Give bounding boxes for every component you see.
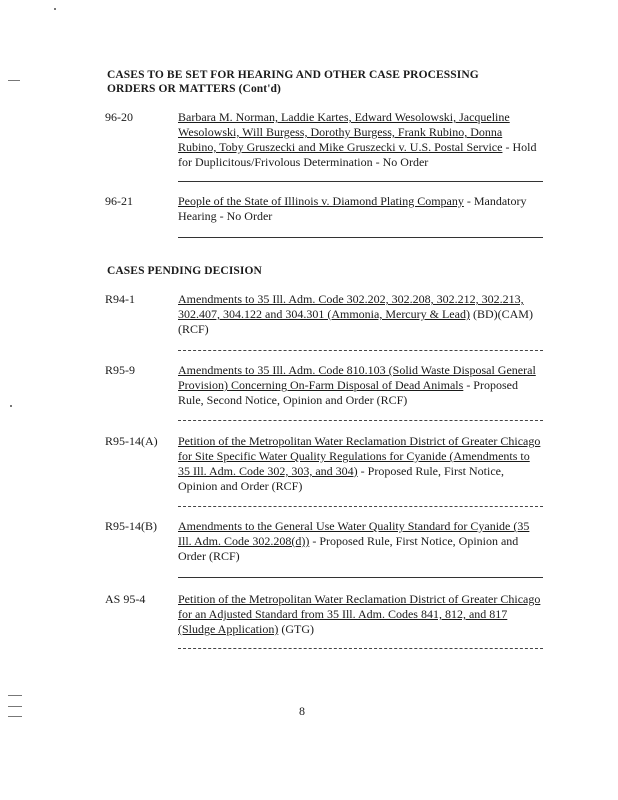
decision-rule [178, 420, 543, 421]
case-title: Petition of the Metropolitan Water Reclamation District of Greater Chicago for an Adjusted Standard from 35 Ill. Adm. Codes 841, 812, and 817 (Sludge Application) [178, 592, 541, 636]
case-status: - Proposed Rule, Second Notice, Opinion and Order (RCF) [178, 378, 518, 407]
case-number: 96-21 [105, 194, 133, 208]
scan-speck [8, 695, 22, 696]
scan-speck [8, 716, 22, 717]
case-number: R95-14(A) [105, 434, 158, 448]
heading-line: CASES TO BE SET FOR HEARING AND OTHER CASE PROCESSING [107, 69, 479, 81]
case-title: People of the State of Illinois v. Diamond Plating Company [178, 194, 464, 208]
decision-rule [178, 577, 543, 578]
decision-rule [178, 237, 543, 238]
case-title: Petition of the Metropolitan Water Reclamation District of Greater Chicago for Site Specific Water Quality Regulations for Cyanide (Amendments to 35 Ill. Adm. Code 302, 303, and 304) [178, 434, 541, 478]
case-title: Barbara M. Norman, Laddie Kartes, Edward Wesolowski, Jacqueline Wesolowski, Will Burgess, Dorothy Burgess, Frank Rubino, Donna Rubino, Toby Gruszecki and Mike Gruszecki v. U.S. Postal Service [178, 110, 510, 154]
decision-rule [178, 648, 543, 649]
scan-speck [10, 405, 12, 407]
section-heading-hearing [107, 68, 527, 96]
page-number: 8 [299, 704, 305, 718]
case-status: - Mandatory Hearing - No Order [178, 194, 527, 223]
decision-rule [178, 506, 543, 507]
case-description [178, 363, 543, 408]
case-description [178, 194, 543, 224]
case-description [178, 110, 543, 170]
section-heading-pending [107, 264, 527, 278]
case-status: (GTG) [278, 622, 314, 636]
case-title: Amendments to 35 Ill. Adm. Code 810.103 (Solid Waste Disposal General Provision) Concerning On-Farm Disposal of Dead Animals [178, 363, 536, 392]
case-description [178, 592, 543, 637]
case-status: - Hold for Duplicitous/Frivolous Determination - No Order [178, 140, 537, 169]
heading-line: CASES PENDING DECISION [107, 265, 262, 277]
case-status: - Proposed Rule, First Notice, Opinion and Order (RCF) [178, 534, 519, 563]
heading-line: ORDERS OR MATTERS (Cont'd) [107, 83, 281, 95]
case-status: - Proposed Rule, First Notice, Opinion and Order (RCF) [178, 464, 504, 493]
case-description [178, 292, 543, 337]
case-description [178, 519, 543, 564]
scan-speck [8, 706, 22, 707]
decision-rule [178, 181, 543, 182]
case-number: R94-1 [105, 292, 135, 306]
case-number: R95-14(B) [105, 519, 157, 533]
case-number: 96-20 [105, 110, 133, 124]
case-title: Amendments to 35 Ill. Adm. Code 302.202, 302.208, 302.212, 302.213, 302.407, 304.122 and 304.301 (Ammonia, Mercury & Lead) [178, 292, 524, 321]
case-number: R95-9 [105, 363, 135, 377]
case-status: (BD)(CAM)(RCF) [178, 307, 533, 336]
case-title: Amendments to the General Use Water Quality Standard for Cyanide (35 Ill. Adm. Code 302.208(d)) [178, 519, 530, 548]
decision-rule [178, 350, 543, 351]
case-description [178, 434, 543, 494]
scan-speck [54, 8, 56, 10]
scan-speck [8, 80, 20, 81]
case-number: AS 95-4 [105, 592, 146, 606]
